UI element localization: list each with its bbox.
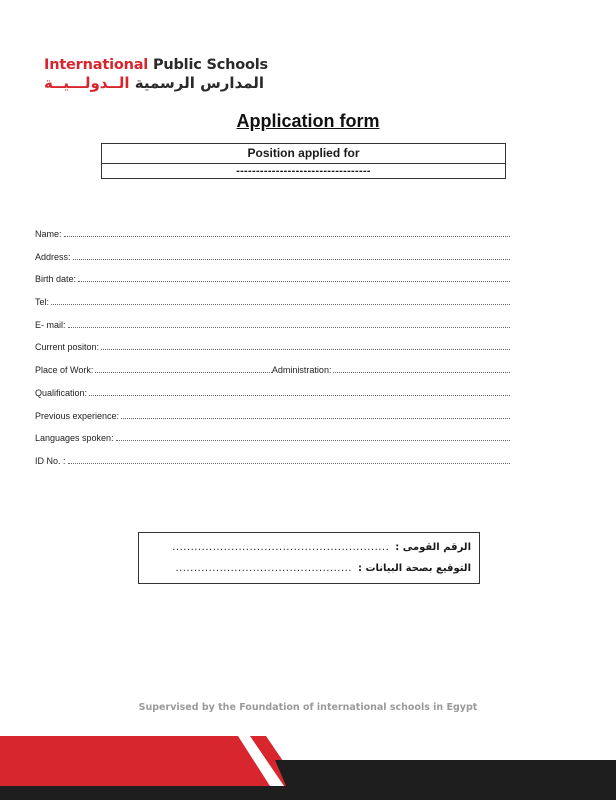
footer-decorative-band bbox=[0, 733, 616, 800]
fill-line[interactable] bbox=[51, 297, 510, 305]
field-tel[interactable]: Tel: bbox=[35, 297, 510, 320]
signature-box bbox=[138, 532, 480, 584]
field-name[interactable]: Name: bbox=[35, 229, 510, 252]
logo-arabic: المدارس الرسمية الــدولـــيــة bbox=[44, 74, 265, 92]
field-previous-experience[interactable]: Previous experience: bbox=[35, 411, 510, 434]
field-address[interactable]: Address: bbox=[35, 252, 510, 275]
band-red-main bbox=[0, 736, 270, 786]
signature-row[interactable]: التوقيع بصحة البيانات : ................................................ bbox=[175, 563, 471, 574]
footer-supervision-text: Supervised by the Foundation of international schools in Egypt bbox=[138, 702, 478, 713]
field-id-no[interactable]: ID No. : bbox=[35, 456, 510, 479]
form-title: Application form bbox=[236, 111, 380, 131]
position-value-field[interactable]: ---------------------------------- bbox=[236, 165, 371, 177]
fill-line[interactable] bbox=[68, 320, 510, 328]
fill-line[interactable] bbox=[95, 365, 272, 373]
fill-line[interactable] bbox=[333, 365, 510, 373]
fill-line[interactable] bbox=[68, 456, 510, 464]
national-id-row[interactable]: الرقم القومى : ........................................................... bbox=[172, 542, 471, 553]
fill-line[interactable] bbox=[64, 229, 510, 237]
fill-line[interactable] bbox=[89, 388, 510, 396]
position-applied-box bbox=[101, 143, 506, 179]
field-place-of-work[interactable]: Place of Work: Administration: bbox=[35, 365, 510, 388]
field-qualification[interactable]: Qualification: bbox=[35, 388, 510, 411]
logo-english: International Public Schools bbox=[44, 57, 268, 73]
fill-line[interactable] bbox=[78, 274, 510, 282]
field-current-position[interactable]: Current positon: bbox=[35, 342, 510, 365]
band-dark-bottom bbox=[0, 786, 616, 800]
field-birth-date[interactable]: Birth date: bbox=[35, 274, 510, 297]
fill-line[interactable] bbox=[121, 411, 510, 419]
fill-line[interactable] bbox=[73, 252, 510, 260]
form-fields bbox=[35, 229, 510, 479]
administration-label: Administration: bbox=[271, 365, 332, 376]
school-logo bbox=[44, 56, 284, 92]
fill-line[interactable] bbox=[116, 433, 510, 441]
field-email[interactable]: E- mail: bbox=[35, 320, 510, 343]
fill-line[interactable] bbox=[101, 342, 510, 350]
field-languages-spoken[interactable]: Languages spoken: bbox=[35, 433, 510, 456]
position-header: Position applied for bbox=[102, 144, 505, 164]
